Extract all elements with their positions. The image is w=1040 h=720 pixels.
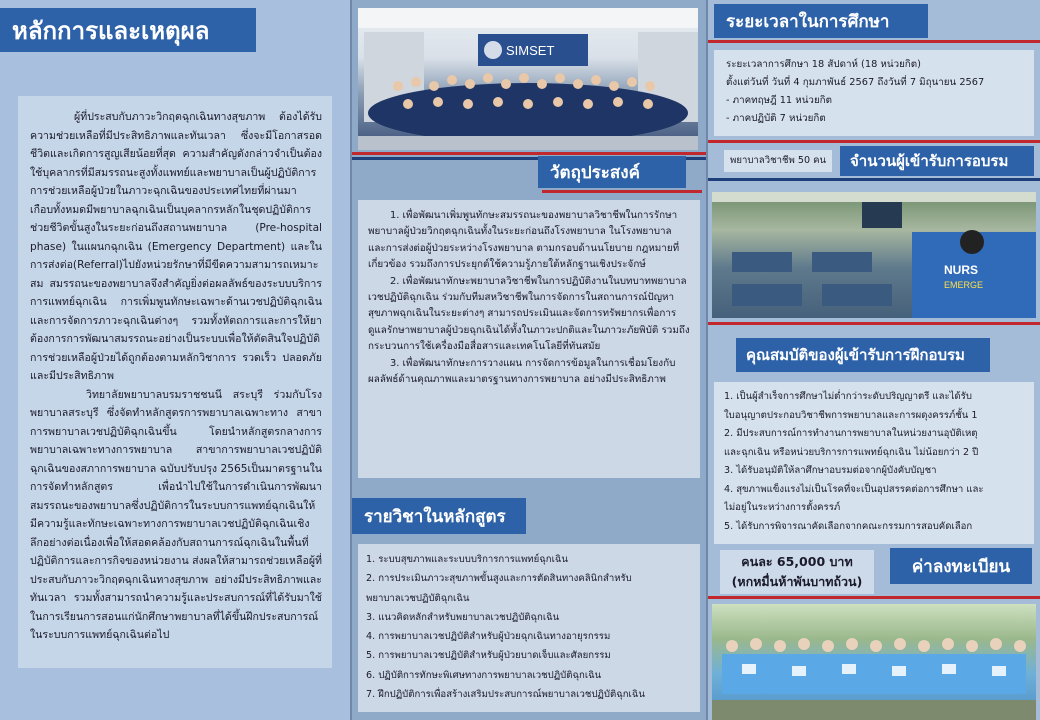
rationale-text — [18, 96, 332, 668]
group-photo — [358, 8, 698, 150]
group-photo-illustration — [358, 8, 698, 150]
divider-line — [708, 322, 1040, 325]
objective-item: 2. เพื่อพัฒนาทักษะพยาบาลวิชาชีพในการปฏิบัติงานในบทบาทพยาบาลเวชปฏิบัติฉุกเฉิน ร่วมกับทีมสหวิชาชีพในการจัดการในสถานการณ์ปัญหาสุขภาพฉุกเฉินในระยะต่างๆ สามารถประเมินและจัดการทรัพยากรเพื่อการดูแลรักษาพยาบาลผู้ป่วยฉุกเฉินได้ทั้งในภาวะปกติและในภาวะภัยพิบัติ รวมถึงกระบวนการใช้เครื่องมือสื่อสารและเทคโนโลยีที่ทันสมัย — [368, 275, 690, 353]
qualification-line: 3. ได้รับอนุมัติให้ลาศึกษาอบรมต่อจากผู้บังคับบัญชา — [724, 465, 937, 476]
qualification-line: ใบอนุญาตประกอบวิชาชีพการพยาบาลและการผดุงครรภ์ชั้น 1 — [724, 409, 978, 421]
course-item: 7. ฝึกปฏิบัติการเพื่อสร้างเสริมประสบการณ์พยาบาลเวชปฏิบัติฉุกเฉิน — [366, 689, 645, 701]
divider-line — [708, 596, 1040, 599]
objectives-panel — [352, 0, 706, 720]
classroom-photo — [712, 192, 1036, 318]
course-item: 1. ระบบสุขภาพและระบบบริการการแพทย์ฉุกเฉิน — [366, 554, 568, 565]
details-panel — [708, 0, 1040, 720]
divider-line — [708, 140, 1040, 143]
duration-line: ตั้งแต่วันที่ วันที่ 4 กุมภาพันธ์ 2567 ถึงวันที่ 7 มิถุนายน 2567 — [726, 77, 985, 88]
course-item: 6. ปฏิบัติการทักษะพิเศษทางการพยาบาลเวชปฏิบัติฉุกเฉิน — [366, 669, 602, 681]
duration-line: - ภาคทฤษฎี 11 หน่วยกิต — [726, 95, 832, 106]
course-item: 2. การประเมินภาวะสุขภาพขั้นสูงและการตัดสินทางคลินิกสำหรับ — [366, 573, 632, 585]
qualifications-box — [714, 382, 1034, 544]
qualification-line: ไม่อยู่ในระหว่างการตั้งครรภ์ — [724, 502, 841, 513]
qualification-line: 5. ได้รับการพิจารณาคัดเลือกจากคณะกรรมการสอบคัดเลือก — [724, 520, 973, 532]
underline — [708, 40, 1040, 43]
fee-words: (หกหมื่นห้าพันบาทถ้วน) — [731, 574, 863, 589]
trainees-title: จำนวนผู้เข้ารับการอบรม — [840, 146, 1034, 176]
course-item: 4. การพยาบาลเวชปฏิบัติสำหรับผู้ป่วยฉุกเฉินทางอายุรกรรม — [366, 631, 611, 643]
banner-text: SIMSET — [506, 43, 555, 58]
rationale-paragraph-1: ผู้ที่ประสบกับภาวะวิกฤตฉุกเฉินทางสุขภาพ ต้องได้รับความช่วยเหลือที่มีประสิทธิภาพและทันเวลา ซึ่งจะมีโอกาสรอดชีวิตและเกิดการสูญเสียน้อยที่สุด ความสำคัญดังกล่าวจำเป็นต้องใช้บุคลากรที่มีสมรรถนะสูงทั้งแพทย์และพยาบาลเป็นผู้ปฏิบัติการการช่วยเหลือผู้ป่วยในภาวะฉุกเฉินของประเทศไทยที่ผ่านมา เกือบทั้งหมดมีพยาบาลฉุกเฉินเป็นบุคลากรหลักในชุดปฏิบัติการช่วยชีวิตขั้นสูงในระยะก่อนถึงสถานพยาบาล (Pre-hospital phase) ในแผนกฉุกเฉิน (Emergency Department) และในการส่งต่อ(Referral)ไปยังหน่วยรักษาที่มีขีดความสามารถเหมาะสม สมรรถนะของพยาบาลจึงสำคัญยิ่งต่อผลลัพธ์ของระบบบริการการแพทย์ฉุกเฉิน การเพิ่มพูนทักษะเฉพาะด้านเวชปฏิบัติฉุกเฉิน และการจัดการภาวะฉุกเฉินต่างๆ รวมทั้งหัตถการและการให้ยาต้องการการพัฒนาสมรรถนะอย่างเป็นระบบเพื่อให้ตัดสินใจปฏิบัติการช่วยเหลือผู้ป่วยได้ถูกต้องตามหลักวิชาการ รวดเร็ว ปลอดภัย และมีประสิทธิภาพ — [30, 111, 322, 382]
fee-amount: คนละ 65,000 บาท — [741, 554, 853, 569]
qualification-line: และฉุกเฉิน หรือหน่วยบริการการแพทย์ฉุกเฉิน ไม่น้อยกว่า 2 ปี — [724, 446, 979, 458]
objective-item: 1. เพื่อพัฒนาเพิ่มพูนทักษะสมรรถนะของพยาบาลวิชาชีพในการรักษาพยาบาลผู้ป่วยวิกฤตฉุกเฉินทั้งในระยะก่อนถึงโรงพยาบาล ในโรงพยาบาล และการส่งต่อผู้ป่วยระหว่างโรงพยาบาล ตามกรอบด้านนโยบาย กฎหมายที่เกี่ยวข้อง รวมถึงการประยุกต์ใช้ความรู้ภายใต้หลักฐานเชิงประจักษ์ — [368, 210, 680, 271]
fee-title: ค่าลงทะเบียน — [890, 548, 1032, 584]
course-item: พยาบาลเวชปฏิบัติฉุกเฉิน — [366, 592, 470, 604]
shirt-text: EMERGE — [944, 280, 984, 290]
objectives-title: วัตถุประสงค์ — [538, 156, 686, 188]
graduates-illustration — [712, 604, 1036, 720]
course-item: 3. แนวคิดหลักสำหรับพยาบาลเวชปฏิบัติฉุกเฉิน — [366, 611, 560, 623]
graduates-photo — [712, 604, 1036, 720]
qualifications-title: คุณสมบัติของผู้เข้ารับการฝึกอบรม — [736, 338, 990, 372]
courses-box — [358, 544, 700, 712]
trainees-count: พยาบาลวิชาชีพ 50 คน — [724, 150, 832, 172]
objective-item: 3. เพื่อพัฒนาทักษะการวางแผน การจัดการข้อมูลในการเชื่อมโยงกับผลลัพธ์ด้านคุณภาพและมาตรฐานทางการพยาบาล อย่างมีประสิทธิภาพ — [368, 357, 676, 386]
underline — [542, 190, 702, 193]
qualification-line: 4. สุขภาพแข็งแรงไม่เป็นโรคที่จะเป็นอุปสรรคต่อการศึกษา และ — [724, 483, 984, 495]
divider-line — [708, 178, 1040, 181]
course-item: 5. การพยาบาลเวชปฏิบัติสำหรับผู้ป่วยบาดเจ็บและศัลยกรรม — [366, 650, 611, 662]
qualification-line: 2. มีประสบการณ์การทำงานการพยาบาลในหน่วยงานอุบัติเหตุ — [724, 428, 978, 439]
duration-title: ระยะเวลาในการศึกษา — [714, 4, 928, 38]
duration-line: - ภาคปฏิบัติ 7 หน่วยกิต — [726, 113, 826, 124]
duration-box — [714, 50, 1034, 136]
courses-title: รายวิชาในหลักสูตร — [352, 498, 526, 534]
classroom-illustration — [712, 192, 1036, 318]
duration-line: ระยะเวลาการศึกษา 18 สัปดาห์ (18 หน่วยกิต) — [726, 59, 921, 70]
rationale-title: หลักการและเหตุผล — [0, 8, 256, 52]
qualification-line: 1. เป็นผู้สำเร็จการศึกษาไม่ต่ำกว่าระดับปริญญาตรี และได้รับ — [724, 391, 972, 402]
rationale-panel — [0, 0, 350, 720]
fee-box — [720, 550, 874, 594]
divider-line — [352, 152, 706, 155]
rationale-paragraph-2: วิทยาลัยพยาบาลบรมราชชนนี สระบุรี ร่วมกับโรงพยาบาลสระบุรี ซึ่งจัดทำหลักสูตรการพยาบาลเฉพาะทาง สาขาการพยาบาลเวชปฏิบัติฉุกเฉินขึ้น โดยนำหลักสูตรกลางการพยาบาลเฉพาะทางการพยาบาล สาขาการพยาบาลเวชปฏิบัติฉุกเฉินของสภาการพยาบาล ฉบับปรับปรุง 2565เป็นมาตรฐานในการจัดทำหลักสูตร เพื่อนำไปใช้ในการดำเนินการพัฒนาสมรรถนะของพยาบาลซึ่งปฏิบัติการในระบบการแพทย์ฉุกเฉินให้มีความรู้และทักษะเฉพาะทางการพยาบาลเวชปฏิบัติฉุกเฉินเชิงลึกอย่างต่อเนื่องเพื่อให้สอดคล้องกับสถานการณ์ฉุกเฉินในพื้นที่ปฏิบัติการและการกิจของหน่วยงาน ส่งผลให้สามารถช่วยเหลือผู้ที่ประสบกับภาวะวิกฤตฉุกเฉินทางสุขภาพ อย่างมีประสิทธิภาพและทันเวลา รวมทั้งสามารถนำความรู้และประสบการณ์ที่ได้รับมาใช้ในการเรียนการสอนแก่นักศึกษาพยาบาลที่ได้ขึ้นฝึกประสบการณ์ในระบบการแพทย์ฉุกเฉินต่อไป — [30, 388, 323, 641]
objectives-box — [358, 200, 700, 478]
shirt-text: NURS — [944, 263, 979, 277]
